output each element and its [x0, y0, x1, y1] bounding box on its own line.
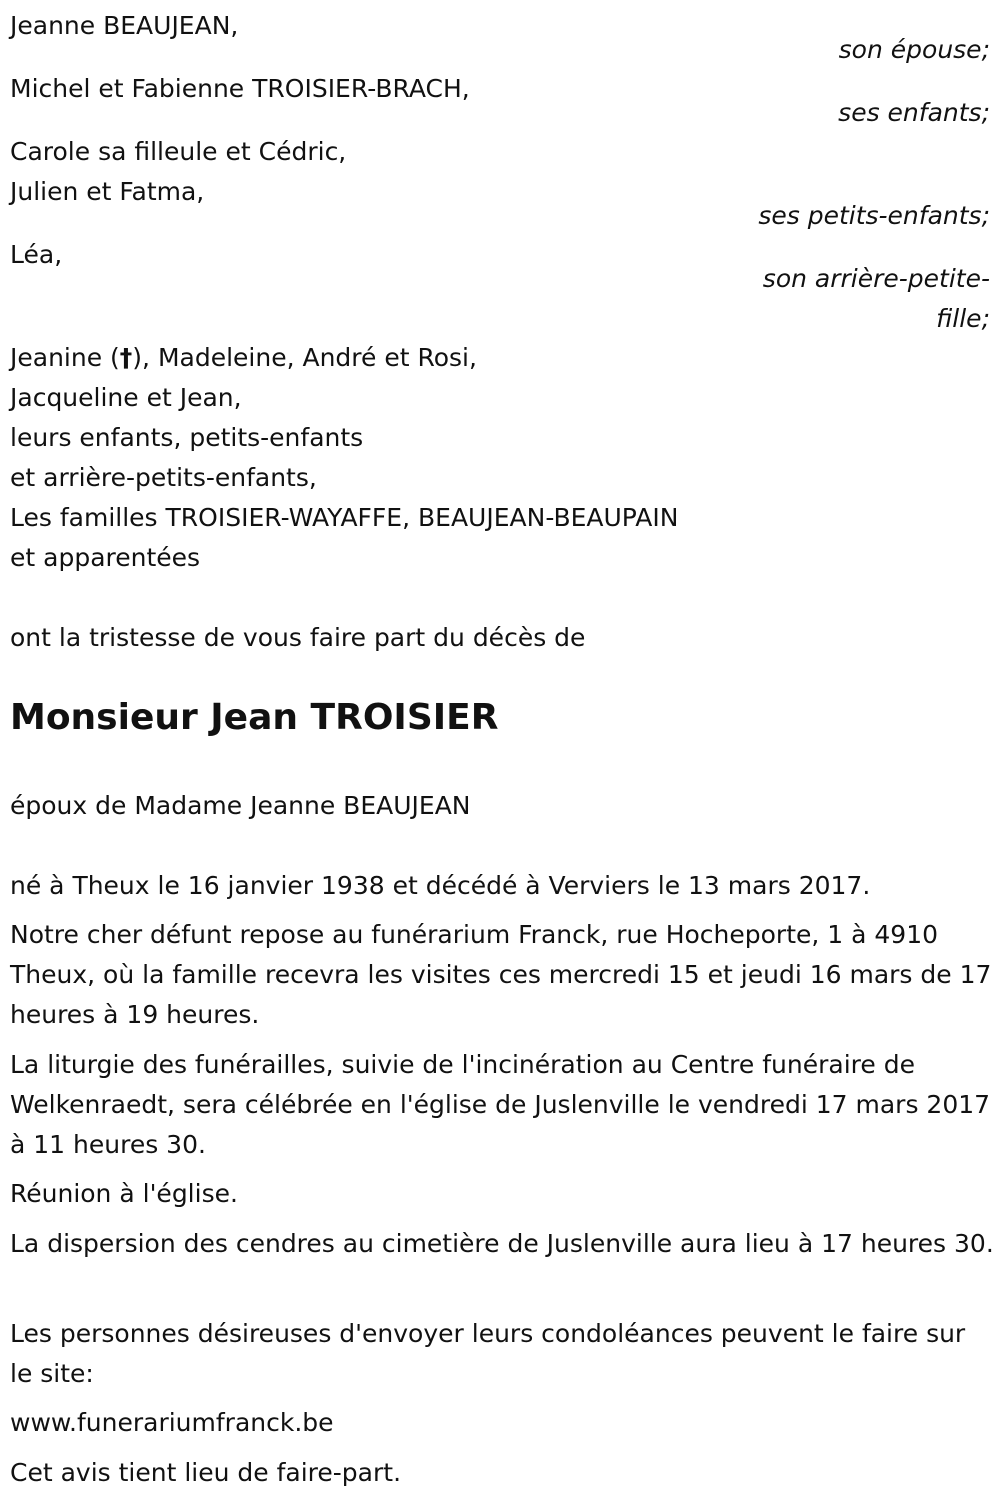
- great-granddaughter-role: [750, 259, 990, 339]
- spouse-name: Jeanne BEAUJEAN,: [10, 11, 239, 40]
- rest-paragraph: Notre cher défunt repose au funérarium Franck, rue Hocheporte, 1 à 4910 Theux, où la famille recevra les visites ces mercredi 15 et jeudi 16 mars de 17 heures à 19 heures.: [10, 920, 992, 1029]
- announcement-text: ont la tristesse de vous faire part du décès de: [10, 623, 586, 652]
- cross-icon: †: [119, 343, 133, 372]
- siblings-line-2: Jacqueline et Jean,: [10, 383, 242, 412]
- siblings-line-5: Les familles TROISIER-WAYAFFE, BEAUJEAN-BEAUPAIN: [10, 503, 679, 532]
- liturgy-paragraph: La liturgie des funérailles, suivie de l'incinération au Centre funéraire de Welkenraedt, sera célébrée en l'église de Juslenville le vendredi 17 mars 2017 à 11 heures 30.: [10, 1050, 991, 1159]
- children-role: ses enfants;: [838, 98, 990, 127]
- notice-line: Cet avis tient lieu de faire-part.: [10, 1458, 402, 1487]
- meeting-line: Réunion à l'église.: [10, 1179, 238, 1208]
- great-granddaughter-role-line-1: son arrière-petite-: [762, 264, 990, 293]
- dispersion-paragraph: La dispersion des cendres au cimetière de Juslenville aura lieu à 17 heures 30.: [10, 1229, 994, 1258]
- great-granddaughter-role-line-2: fille;: [936, 304, 990, 333]
- siblings-line-1: [10, 338, 477, 378]
- siblings-jeanine: Jeanine (: [10, 343, 120, 372]
- condolences-paragraph: Les personnes désireuses d'envoyer leurs condoléances peuvent le faire sur le site:: [10, 1319, 966, 1388]
- siblings-line-3: leurs enfants, petits-enfants: [10, 423, 364, 452]
- siblings-others: ), Madeleine, André et Rosi,: [132, 343, 477, 372]
- grandchildren-role: ses petits-enfants;: [758, 201, 990, 230]
- deceased-name: Monsieur Jean TROISIER: [10, 697, 499, 738]
- birth-death-line: né à Theux le 16 janvier 1938 et décédé à Verviers le 13 mars 2017.: [10, 871, 871, 900]
- great-granddaughter-name: Léa,: [10, 240, 63, 269]
- spouse-of-line: époux de Madame Jeanne BEAUJEAN: [10, 791, 471, 820]
- siblings-line-6: et apparentées: [10, 543, 201, 572]
- grandchildren-line-2: Julien et Fatma,: [10, 177, 205, 206]
- siblings-line-4: et arrière-petits-enfants,: [10, 463, 317, 492]
- spouse-role: son épouse;: [838, 35, 990, 64]
- website-link[interactable]: www.funerariumfranck.be: [10, 1408, 334, 1437]
- children-names: Michel et Fabienne TROISIER-BRACH,: [10, 74, 470, 103]
- grandchildren-line-1: Carole sa filleule et Cédric,: [10, 137, 347, 166]
